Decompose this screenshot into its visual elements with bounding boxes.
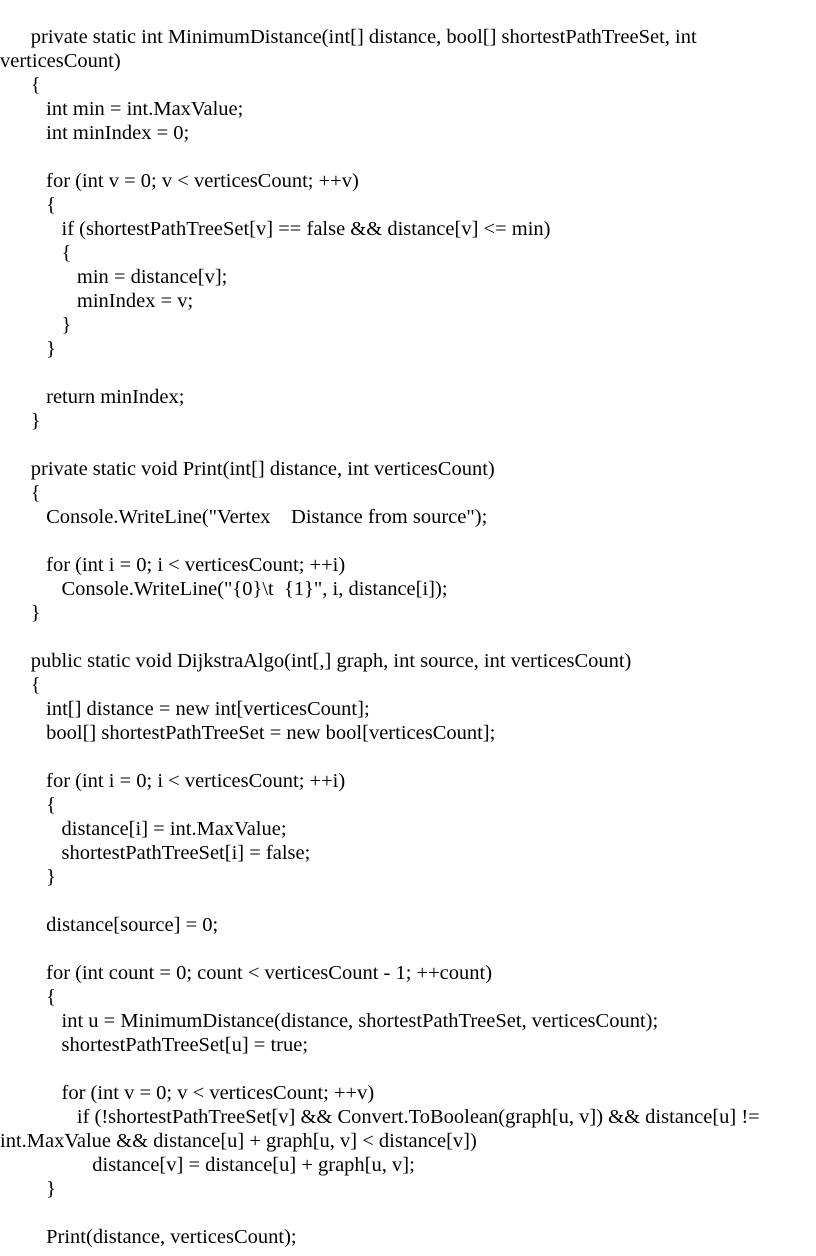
code-line: int[] distance = new int[verticesCount];: [0, 698, 370, 720]
code-line: public static void DijkstraAlgo(int[,] graph, int source, int verticesCount): [0, 650, 632, 672]
code-line: bool[] shortestPathTreeSet = new bool[verticesCount];: [0, 722, 496, 744]
code-line: shortestPathTreeSet[u] = true;: [0, 1034, 309, 1056]
code-line: }: [0, 314, 72, 336]
code-line: int.MaxValue && distance[u] + graph[u, v] < distance[v]): [0, 1130, 477, 1152]
code-line: private static void Print(int[] distance, int verticesCount): [0, 458, 495, 480]
code-line: int u = MinimumDistance(distance, shortestPathTreeSet, verticesCount);: [0, 1010, 659, 1032]
code-line: Print(distance, verticesCount);: [0, 1226, 297, 1248]
code-line: Console.WriteLine("{0}\t {1}", i, distance[i]);: [0, 578, 448, 600]
code-line: {: [0, 74, 41, 96]
code-line: {: [0, 242, 72, 264]
code-line: if (shortestPathTreeSet[v] == false && distance[v] <= min): [0, 218, 551, 240]
code-line: int min = int.MaxValue;: [0, 98, 244, 120]
code-line: for (int count = 0; count < verticesCount - 1; ++count): [0, 962, 493, 984]
code-line: {: [0, 482, 41, 504]
code-line: distance[source] = 0;: [0, 914, 219, 936]
code-line: }: [0, 866, 56, 888]
code-line: }: [0, 1178, 56, 1200]
code-line: }: [0, 602, 41, 624]
code-line: {: [0, 674, 41, 696]
code-line: minIndex = v;: [0, 290, 194, 312]
code-line: }: [0, 410, 41, 432]
code-line: shortestPathTreeSet[i] = false;: [0, 842, 311, 864]
code-line: for (int i = 0; i < verticesCount; ++i): [0, 770, 346, 792]
code-line: return minIndex;: [0, 386, 185, 408]
code-line: distance[v] = distance[u] + graph[u, v];: [0, 1154, 415, 1176]
code-line: {: [0, 794, 56, 816]
code-line: {: [0, 986, 56, 1008]
code-line: if (!shortestPathTreeSet[v] && Convert.ToBoolean(graph[u, v]) && distance[u] !=: [0, 1106, 760, 1128]
code-line: for (int i = 0; i < verticesCount; ++i): [0, 554, 346, 576]
code-line: for (int v = 0; v < verticesCount; ++v): [0, 170, 359, 192]
code-line: private static int MinimumDistance(int[] distance, bool[] shortestPathTreeSet, int: [0, 26, 697, 48]
code-line: Console.WriteLine("Vertex Distance from source");: [0, 506, 488, 528]
code-line: for (int v = 0; v < verticesCount; ++v): [0, 1082, 375, 1104]
code-line: }: [0, 338, 56, 360]
code-line: int minIndex = 0;: [0, 122, 190, 144]
code-line: min = distance[v];: [0, 266, 228, 288]
code-line: verticesCount): [0, 50, 121, 72]
code-line: {: [0, 194, 56, 216]
code-line: distance[i] = int.MaxValue;: [0, 818, 287, 840]
